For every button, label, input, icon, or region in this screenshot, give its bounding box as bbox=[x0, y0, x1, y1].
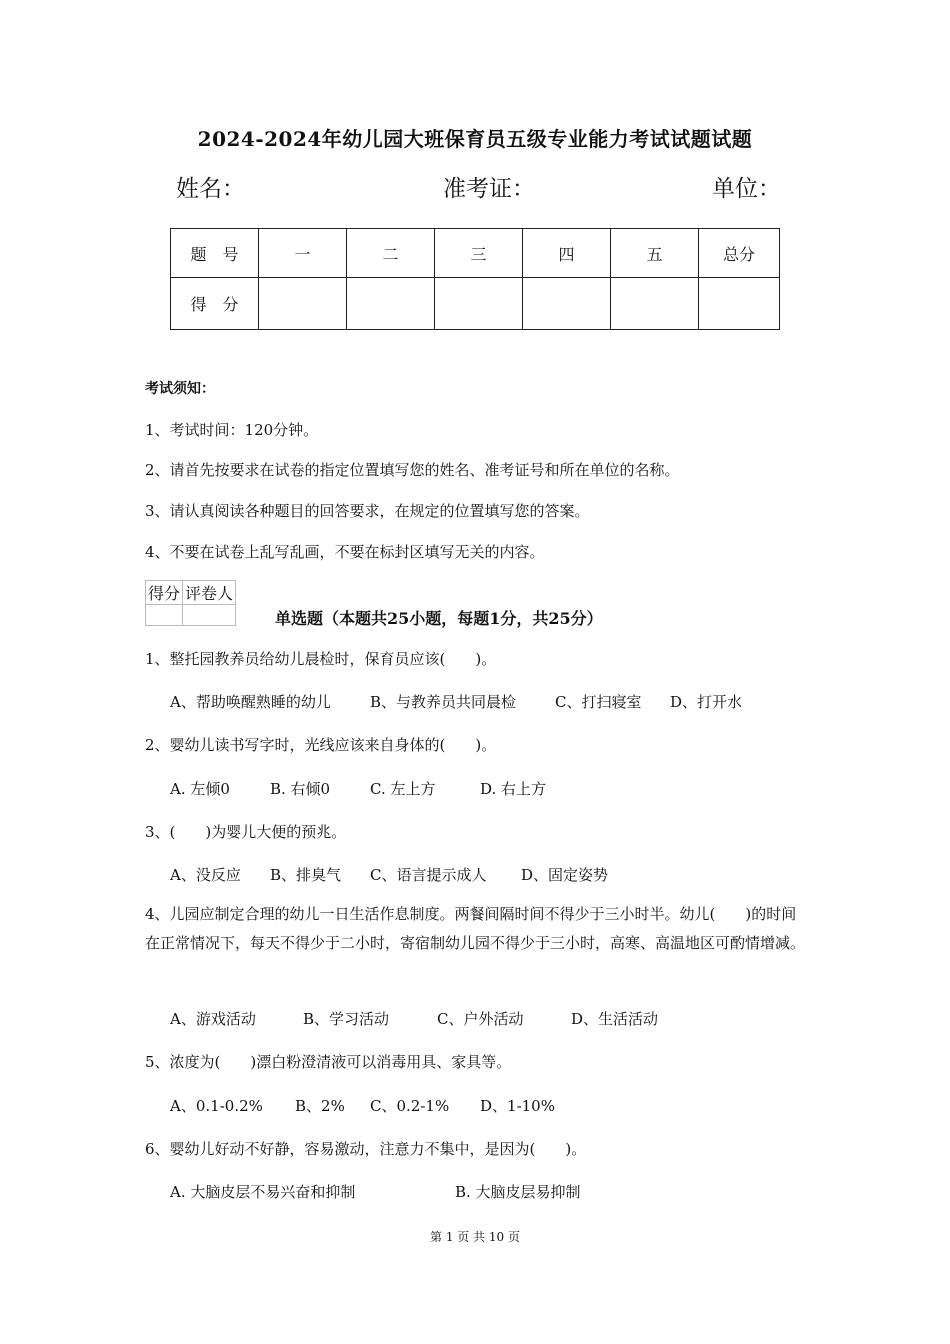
question-text: 4、儿园应制定合理的幼儿一日生活作息制度。两餐间隔时间不得少于三小时半。幼儿( )的时间在正常情况下，每天不得少于二小时，寄宿制幼儿园不得少于三小时，高寒、高温地区可酌情增减。 bbox=[145, 905, 806, 952]
grader-reviewer-cell[interactable] bbox=[183, 605, 236, 626]
option-d: D、固定姿势 bbox=[521, 866, 609, 884]
question-text: 2、婴幼儿读书写字时，光线应该来自身体的( )。 bbox=[145, 736, 497, 754]
notice-heading: 考试须知： bbox=[145, 381, 215, 397]
score-table-score-row bbox=[171, 278, 780, 330]
option-b: B、2% bbox=[295, 1097, 345, 1115]
score-input-cell[interactable] bbox=[435, 278, 523, 330]
score-header-cell: 一 bbox=[259, 229, 347, 278]
option-c: C、语言提示成人 bbox=[370, 866, 487, 884]
score-input-cell[interactable] bbox=[611, 278, 699, 330]
notice-item: 4、不要在试卷上乱写乱画，不要在标封区填写无关的内容。 bbox=[145, 543, 545, 561]
score-row-label: 得 分 bbox=[171, 278, 259, 330]
option-d: D、1-10% bbox=[480, 1097, 555, 1115]
exam-id-field-label: 准考证： bbox=[443, 176, 535, 202]
score-header-cell: 三 bbox=[435, 229, 523, 278]
grader-score-cell[interactable] bbox=[146, 605, 183, 626]
grader-box bbox=[145, 580, 236, 626]
option-b: B、学习活动 bbox=[303, 1010, 390, 1028]
option-c: C. 左上方 bbox=[370, 780, 436, 798]
question-text: 3、( )为婴儿大便的预兆。 bbox=[145, 823, 347, 841]
option-a: A、0.1-0.2% bbox=[170, 1097, 263, 1115]
score-table bbox=[170, 228, 780, 330]
score-input-cell[interactable] bbox=[347, 278, 435, 330]
option-b: B、与教养员共同晨检 bbox=[370, 693, 517, 711]
option-c: C、打扫寝室 bbox=[555, 693, 642, 711]
score-header-cell: 二 bbox=[347, 229, 435, 278]
option-a: A. 大脑皮层不易兴奋和抑制 bbox=[170, 1183, 356, 1201]
option-d: D、打开水 bbox=[670, 693, 743, 711]
unit-field-label: 单位： bbox=[712, 176, 781, 202]
option-a: A. 左倾0 bbox=[170, 780, 230, 798]
question-text: 1、整托园教养员给幼儿晨检时，保育员应该( )。 bbox=[145, 650, 497, 668]
score-input-cell[interactable] bbox=[259, 278, 347, 330]
option-a: A、帮助唤醒熟睡的幼儿 bbox=[170, 693, 331, 711]
grader-score-label: 得分 bbox=[146, 581, 183, 605]
page-footer: 第 1 页 共 10 页 bbox=[430, 1230, 520, 1244]
section-title: 单选题（本题共25小题，每题1分，共25分） bbox=[275, 609, 603, 628]
score-header-cell: 题 号 bbox=[171, 229, 259, 278]
score-header-cell: 四 bbox=[523, 229, 611, 278]
score-header-cell: 总分 bbox=[699, 229, 780, 278]
option-b: B. 右倾0 bbox=[270, 780, 331, 798]
grader-reviewer-label: 评卷人 bbox=[183, 581, 236, 605]
option-d: D、生活活动 bbox=[571, 1010, 659, 1028]
option-b: B、排臭气 bbox=[270, 866, 342, 884]
option-d: D. 右上方 bbox=[480, 780, 547, 798]
option-c: C、户外活动 bbox=[437, 1010, 524, 1028]
option-c: C、0.2-1% bbox=[370, 1097, 450, 1115]
question-text: 5、浓度为( )漂白粉澄清液可以消毒用具、家具等。 bbox=[145, 1053, 512, 1071]
option-a: A、没反应 bbox=[170, 866, 241, 884]
notice-item: 1、考试时间：120分钟。 bbox=[145, 421, 319, 439]
option-a: A、游戏活动 bbox=[170, 1010, 256, 1028]
question-text: 6、婴幼儿好动不好静，容易激动，注意力不集中，是因为( )。 bbox=[145, 1140, 587, 1158]
notice-item: 3、请认真阅读各种题目的回答要求，在规定的位置填写您的答案。 bbox=[145, 502, 590, 520]
score-header-cell: 五 bbox=[611, 229, 699, 278]
option-b: B. 大脑皮层易抑制 bbox=[455, 1183, 581, 1201]
exam-title: 2024-2024年幼儿园大班保育员五级专业能力考试试题试题 bbox=[197, 127, 753, 151]
name-field-label: 姓名： bbox=[176, 176, 245, 202]
notice-item: 2、请首先按要求在试卷的指定位置填写您的姓名、准考证号和所在单位的名称。 bbox=[145, 461, 680, 479]
score-input-cell[interactable] bbox=[523, 278, 611, 330]
score-table-header-row bbox=[171, 229, 780, 278]
score-input-cell[interactable] bbox=[699, 278, 780, 330]
